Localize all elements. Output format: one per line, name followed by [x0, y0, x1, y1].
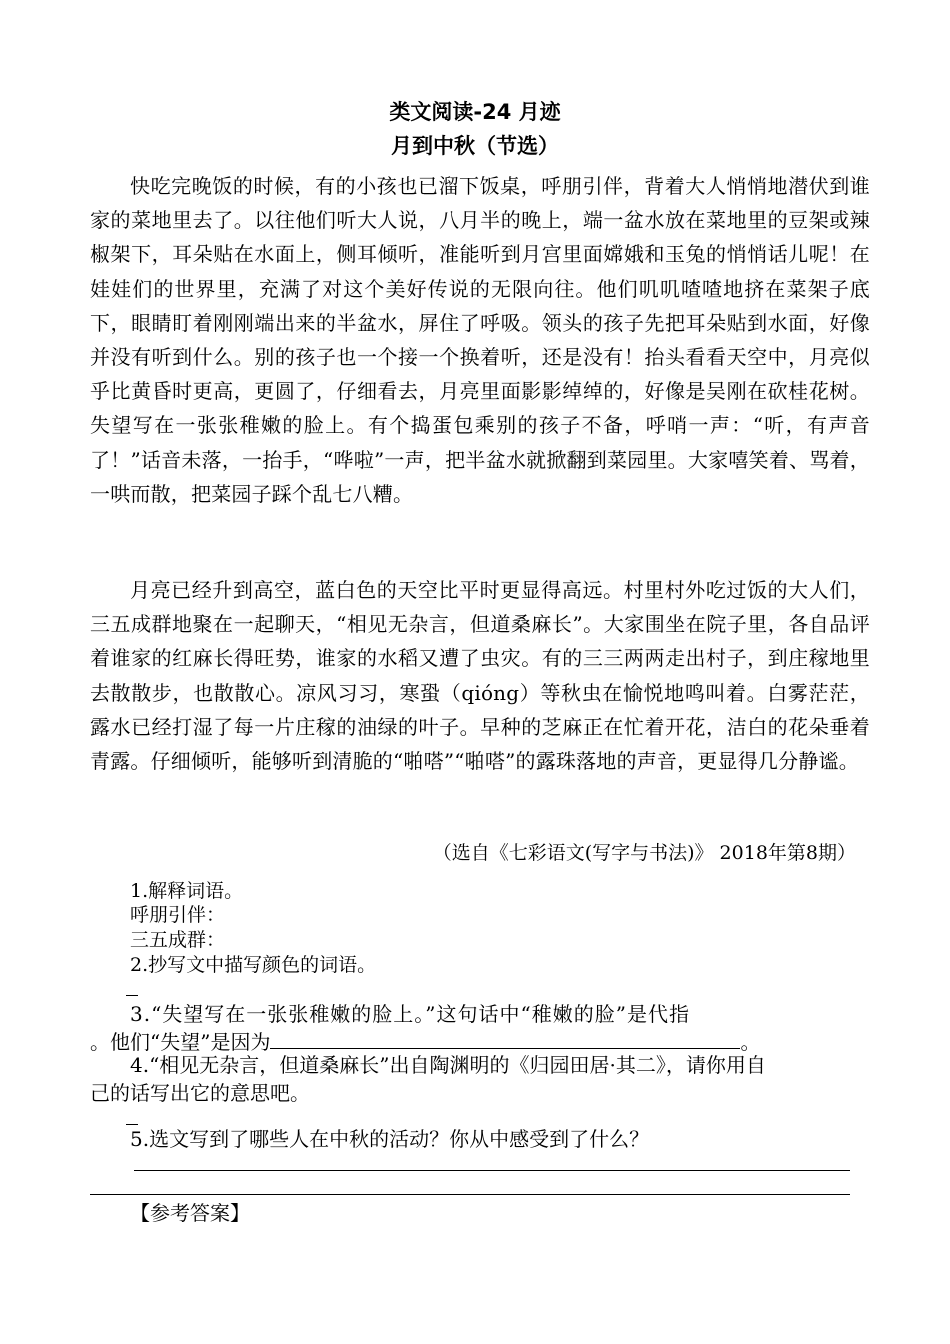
reference-answer-heading: 【参考答案】 [130, 1201, 250, 1225]
question-3-line-1: 3.“失望写在一张张稚嫩的脸上。”这句话中“稚嫩的脸”是代指 [130, 1002, 690, 1026]
article-paragraph-2: 月亮已经升到高空，蓝白色的天空比平时更显得高远。村里村外吃过饭的大人们，三五成群地聚在一起聊天，“相见无杂言，但道桑麻长”。大家围坐在院子里，各自品评着谁家的红麻长得旺势，谁家的水稻又遭了虫灾。有的三三两两走出村子，到庄稼地里去散散步，也散散心。凉风习习，寒蛩（qióng）等秋虫在愉悦地鸣叫着。白雾茫茫，露水已经打湿了每一片庄稼的油绿的叶子。早种的芝麻正在忙着开花，洁白的花朵垂着青露。仔细倾听，能够听到清脆的“啪嗒”“啪嗒”的露珠落地的声音，更显得几分静谧。 [90, 578, 870, 774]
answer-mark [126, 995, 138, 996]
question-3 [90, 1000, 860, 1056]
question-3-line-2-suffix: 。 [740, 1030, 761, 1054]
article-title: 月到中秋（节选） [391, 134, 559, 158]
article-paragraph-1: 快吃完晚饭的时候，有的小孩也已溜下饭桌，呼朋引伴，背着大人悄悄地潜伏到谁家的菜地里去了。以往他们听大人说，八月半的晚上，端一盆水放在菜地里的豆架或辣椒架下，耳朵贴在水面上，侧耳倾听，准能听到月宫里面嫦娥和玉兔的悄悄话儿呢！在娃娃们的世界里，充满了对这个美好传说的无限向往。他们叽叽喳喳地挤在菜架子底下，眼睛盯着刚刚端出来的半盆水，屏住了呼吸。领头的孩子先把耳朵贴到水面，好像并没有听到什么。别的孩子也一个接一个换着听，还是没有！抬头看看天空中，月亮似乎比黄昏时更高，更圆了，仔细看去，月亮里面影影绰绰的，好像是吴刚在砍桂花树。失望写在一张张稚嫩的脸上。有个捣蛋包乘别的孩子不备，呼哨一声：“听，有声音了！”话音未落，一抬手，“哗啦”一声，把半盆水就掀翻到菜园里。大家嘻笑着、骂着，一哄而散，把菜园子踩个乱七八糟。 [90, 174, 870, 506]
question-4 [90, 1051, 860, 1107]
question-3-line-2-prefix: 。他们“失望”是因为 [90, 1030, 271, 1054]
question-1: 1.解释词语。 [130, 880, 244, 902]
question-4-line-2: 己的话写出它的意思吧。 [90, 1081, 310, 1105]
answer-line[interactable] [90, 1194, 850, 1195]
question-2: 2.抄写文中描写颜色的词语。 [130, 954, 377, 976]
question-1-term-a: 呼朋引伴： [130, 904, 226, 926]
question-5: 5.选文写到了哪些人在中秋的活动？你从中感受到了什么？ [130, 1127, 650, 1151]
question-1-term-b: 三五成群： [130, 929, 226, 951]
question-3-answer-blank[interactable] [270, 1030, 740, 1049]
question-4-line-1: 4.“相见无杂言，但道桑麻长”出自陶渊明的《归园田居·其二》，请你用自 [130, 1053, 766, 1077]
page-title: 类文阅读-24 月迹 [389, 100, 561, 124]
answer-line[interactable] [134, 1170, 850, 1171]
article-source: （选自《七彩语文(写字与书法)》 2018年第8期） [432, 842, 856, 864]
